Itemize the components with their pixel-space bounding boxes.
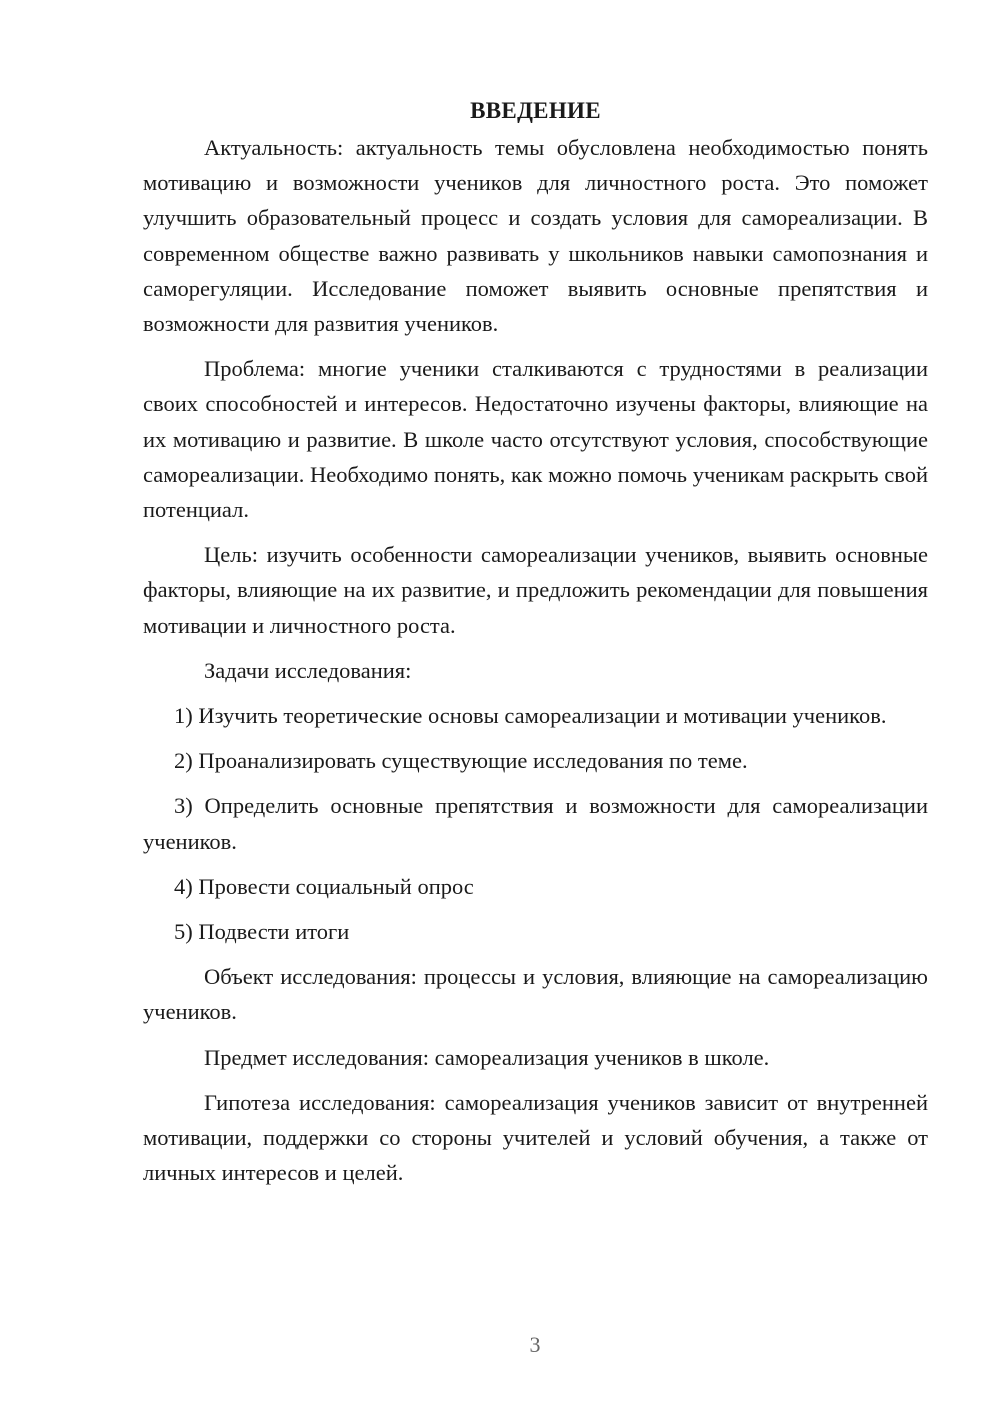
relevance-paragraph: Актуальность: актуальность темы обусловлена необходимостью понять мотивацию и возможности учеников для личностного роста. Это поможет улучшить образовательный процесс и создать условия для самореализации. В современном обществе важно развивать у школьников навыки самопознания и саморегуляции. Исследование поможет выявить основные препятствия и возможности для развития учеников. [143,135,928,337]
task-item-5: 5) Подвести итоги [174,919,350,945]
hypothesis-paragraph: Гипотеза исследования: самореализация учеников зависит от внутренней мотивации, поддержки со стороны учителей и условий обучения, а также от личных интересов и целей. [143,1089,928,1186]
task-item-2: 2) Проанализировать существующие исследования по теме. [174,748,748,774]
task-item-4: 4) Провести социальный опрос [174,873,474,899]
task-item-1: 1) Изучить теоретические основы самореализации и мотивации учеников. [174,703,887,729]
goal-paragraph: Цель: изучить особенности самореализации учеников, выявить основные факторы, влияющие на их развитие, и предложить рекомендации для повышения мотивации и личностного роста. [143,542,928,638]
page-title: ВВЕДЕНИЕ [470,98,601,123]
subject-paragraph: Предмет исследования: самореализация учеников в школе. [204,1044,770,1070]
tasks-heading: Задачи исследования: [204,657,412,683]
document-page [143,94,928,1200]
page-number: 3 [529,1332,541,1357]
problem-paragraph: Проблема: многие ученики сталкиваются с трудностями в реализации своих способностей и интересов. Недостаточно изучены факторы, влияющие на их мотивацию и развитие. В школе часто отсутствуют условия, способствующие самореализации. Необходимо понять, как можно помочь ученикам раскрыть свой потенциал. [143,356,928,523]
task-item-3: 3) Определить основные препятствия и возможности для самореализации учеников. [143,793,928,854]
object-paragraph: Объект исследования: процессы и условия, влияющие на самореализацию учеников. [143,964,928,1025]
